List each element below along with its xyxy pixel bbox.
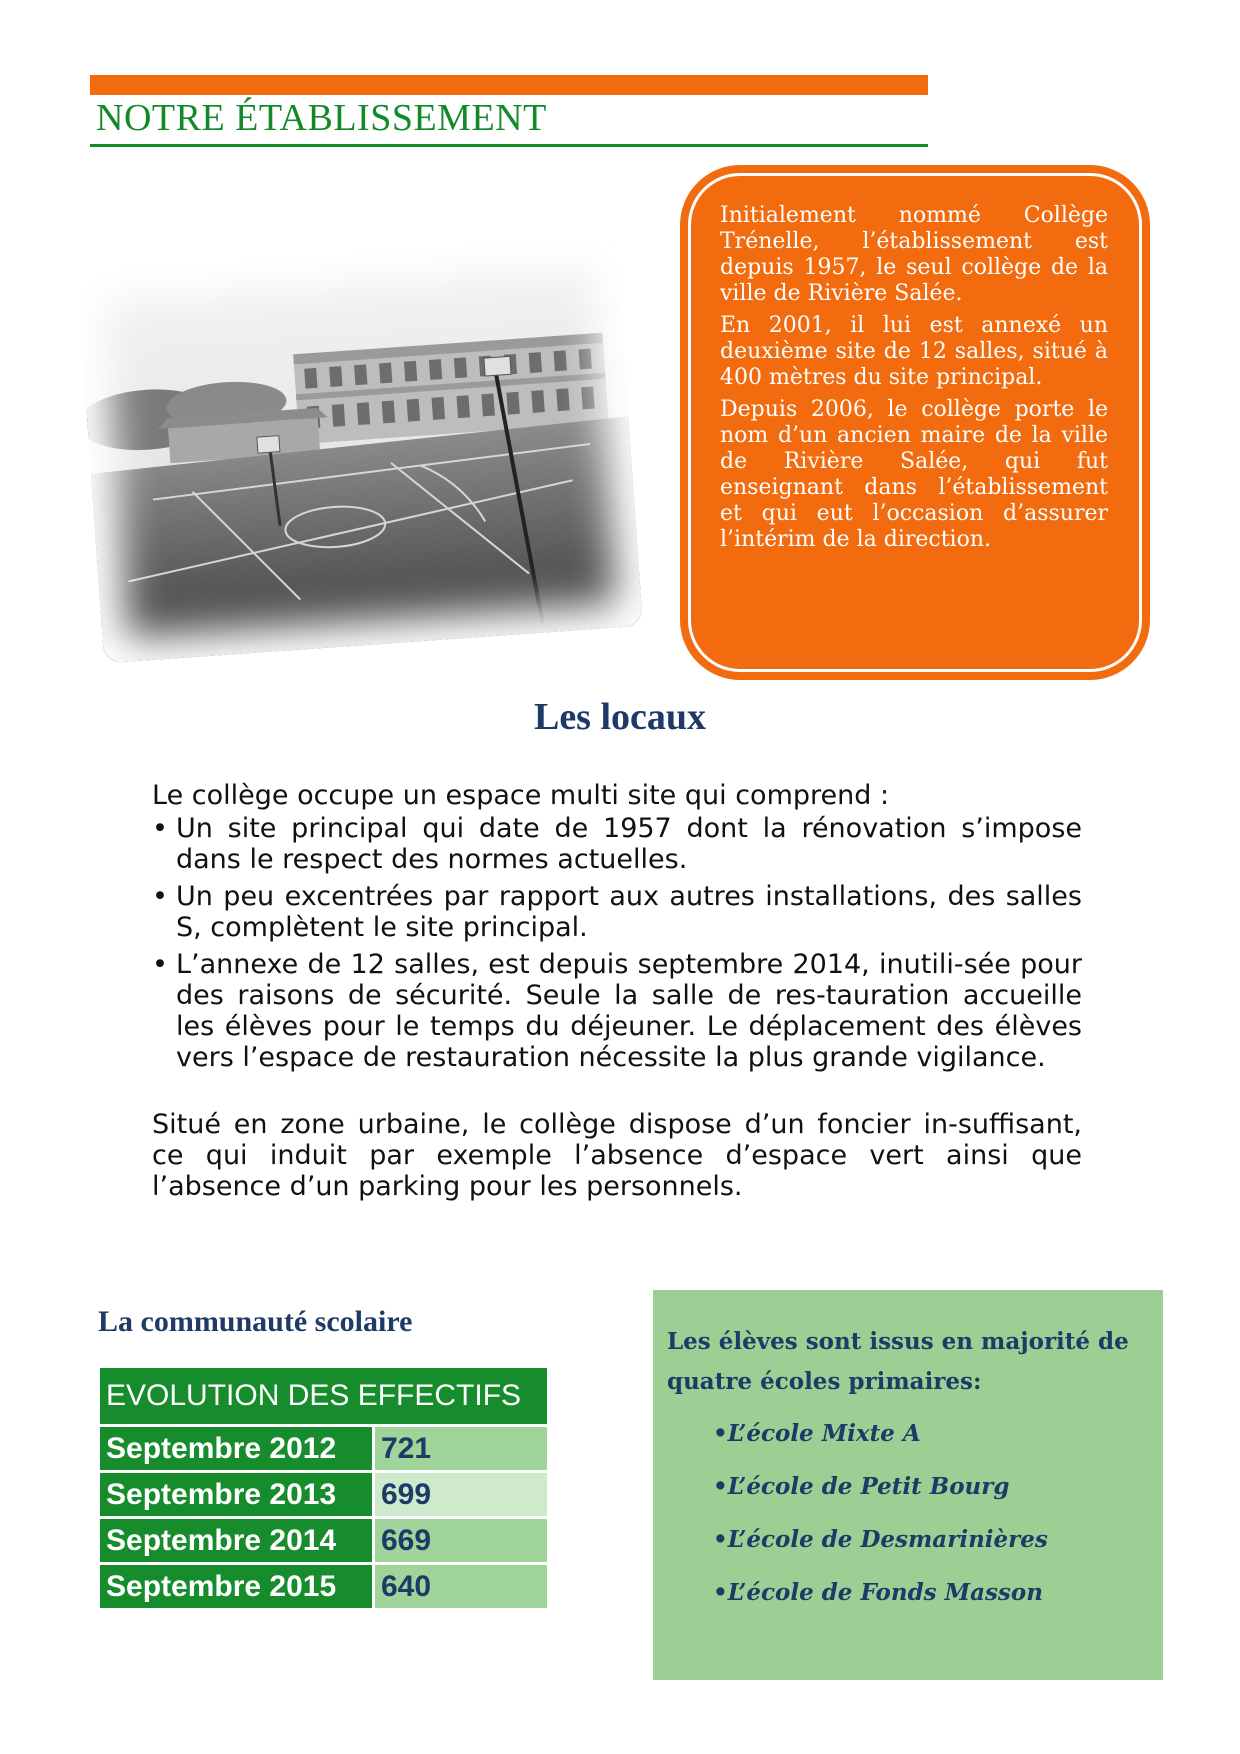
locaux-list	[152, 813, 1082, 1073]
header-underline	[90, 144, 928, 147]
communaute-title: La communauté scolaire	[98, 1305, 413, 1338]
school-courtyard-photo	[77, 237, 643, 664]
schools-intro: Les élèves sont issus en majorité de quatre écoles primaires:	[667, 1328, 1129, 1395]
row-label: Septembre 2015	[100, 1565, 372, 1608]
row-label: Septembre 2013	[100, 1473, 372, 1516]
locaux-title: Les locaux	[533, 696, 707, 738]
schools-box	[653, 1290, 1163, 1680]
history-info-box	[680, 165, 1150, 680]
table-row	[100, 1519, 547, 1562]
bullet-icon: •	[152, 949, 168, 980]
table-row	[100, 1473, 547, 1516]
locaux-section	[152, 780, 1082, 1229]
list-item: • Un site principal qui date de 1957 dont la rénovation s’impose dans le respect des normes actuelles.	[152, 813, 1082, 875]
list-item: • L’annexe de 12 salles, est depuis septembre 2014, inutili-sée pour des raisons de sécurité. Seule la salle de res-tauration accueille les élèves pour le temps du déjeuner. Le déplacement des élèves vers l’espace de restauration nécessite la plus grande vigilance.	[152, 949, 1082, 1073]
history-paragraph: Depuis 2006, le collège porte le nom d’un ancien maire de la ville de Rivière Salée, qui fut enseignant dans l’établissement et qui eut l’occasion d’assurer l’intérim de la direction.	[720, 397, 1108, 552]
row-label: Septembre 2012	[100, 1427, 372, 1470]
row-label: Septembre 2014	[100, 1519, 372, 1562]
history-paragraph: Initialement nommé Collège Trénelle, l’établissement est depuis 1957, le seul collège de la ville de Rivière Salée.	[720, 203, 1108, 306]
row-value: 699	[372, 1473, 547, 1516]
bullet-icon: •	[152, 813, 168, 844]
row-value: 669	[372, 1519, 547, 1562]
table-header: EVOLUTION DES EFFECTIFS	[100, 1368, 547, 1424]
schools-list	[713, 1420, 1048, 1632]
list-item: •L’école de Fonds Masson	[713, 1579, 1043, 1606]
row-value: 721	[372, 1427, 547, 1470]
page-title: NOTRE ÉTABLISSEMENT	[96, 97, 547, 139]
row-value: 640	[372, 1565, 547, 1608]
table-row	[100, 1565, 547, 1608]
history-text	[720, 203, 1108, 559]
list-item: •L’école Mixte A	[713, 1420, 921, 1447]
history-paragraph: En 2001, il lui est annexé un deuxième site de 12 salles, situé à 400 mètres du site principal.	[720, 313, 1108, 390]
table-row	[100, 1427, 547, 1470]
list-item: • Un peu excentrées par rapport aux autres installations, des salles S, complètent le site principal.	[152, 881, 1082, 943]
locaux-paragraph: Situé en zone urbaine, le collège dispose d’un foncier in-suffisant, ce qui induit par exemple l’absence d’espace vert ainsi que l’absence d’un parking pour les personnels.	[152, 1109, 1082, 1202]
header-orange-bar	[90, 75, 928, 95]
list-item: •L’école de Desmarinières	[713, 1526, 1048, 1553]
locaux-intro: Le collège occupe un espace multi site qui comprend :	[152, 780, 890, 811]
bullet-icon: •	[152, 881, 168, 912]
table-header-row	[100, 1368, 547, 1424]
effectifs-table	[100, 1365, 547, 1611]
list-item: •L’école de Petit Bourg	[713, 1473, 1010, 1500]
